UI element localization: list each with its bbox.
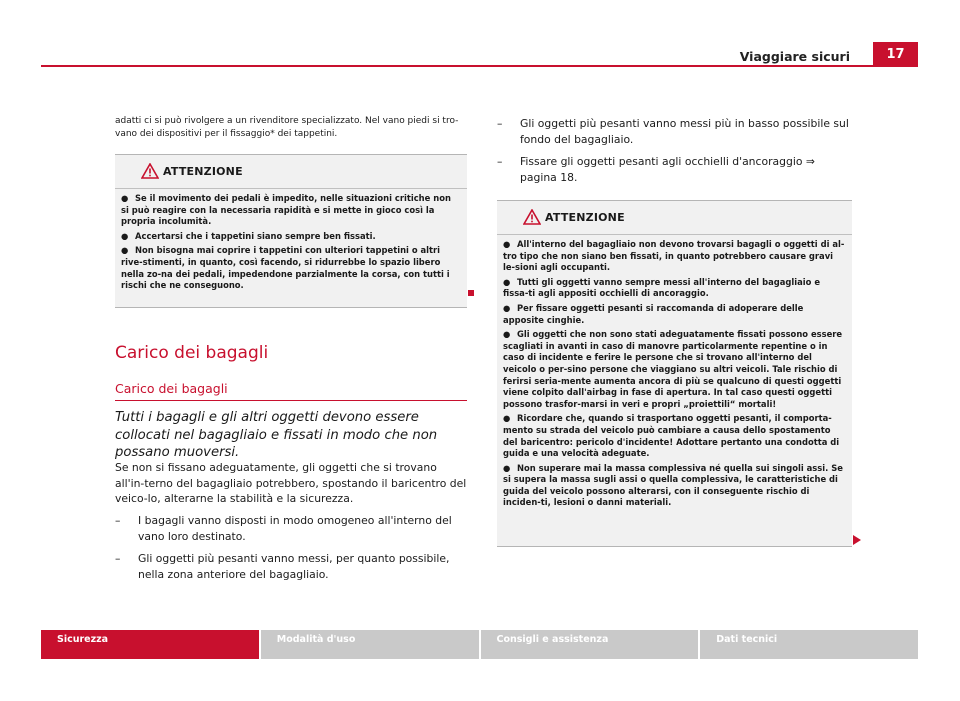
continue-arrow-icon[interactable]	[853, 535, 861, 545]
warning-header	[115, 155, 467, 189]
warning-item: ● Non superare mai la massa complessiva né quella sui singoli assi. Se si supera la massa sugli assi o quella complessiva, le caratteristiche di guida del veicolo possono alterarsi, con il conseguente rischio di inciden-ti, lesioni o danni materiali.	[503, 462, 843, 508]
list-item: – Gli oggetti più pesanti vanno messi più in basso possibile sul fondo del bagagliaio.	[497, 116, 852, 147]
footer-tab-sicurezza[interactable]: Sicurezza	[41, 630, 259, 659]
intro-small-text: adatti ci si può rivolgere a un rivenditore specializzato. Nel vano piedi si tro-vano dei dispositivi per il fissaggio* dei tappetini.	[115, 116, 459, 139]
subsection-rule	[115, 400, 467, 401]
subsection-title: Carico dei bagagli	[115, 381, 228, 396]
warning-title: ATTENZIONE	[545, 211, 625, 224]
warning-item: ● Ricordare che, quando si trasportano oggetti pesanti, il comporta-mento su strada del veicolo può cambiare a causa dello spostamento del baricentro: pericolo d'incidente! Adottare pertanto una condotta di guida e una velocità adeguate.	[503, 413, 840, 459]
intro-paragraph: Tutti i bagagli e gli altri oggetti devono essere collocati nel bagagliaio e fissati in modo che non possano muoversi.	[115, 410, 438, 460]
list-item: – I bagagli vanno disposti in modo omogeneo all'interno del vano loro destinato.	[115, 513, 467, 544]
warning-triangle-icon	[141, 163, 159, 179]
warning-item: ● Tutti gli oggetti vanno sempre messi all'interno del bagagliaio e fissa-ti agli appositi occhielli di ancoraggio.	[503, 276, 820, 299]
list-item: – Gli oggetti più pesanti vanno messi, per quanto possibile, nella zona anteriore del bagagliaio.	[115, 551, 467, 582]
body-paragraph: Se non si fissano adeguatamente, gli oggetti che si trovano all'in-terno del bagagliaio potrebbero, spostando il baricentro del veico-lo, alterarne la stabilità e la sicurezza.	[115, 461, 467, 505]
footer-tab-consigli-assistenza[interactable]: Consigli e assistenza	[481, 630, 699, 659]
dash-list-right	[497, 116, 852, 192]
warning-item: ● Accertarsi che i tappetini siano sempre ben fissati.	[121, 230, 376, 241]
end-of-section-marker	[468, 290, 474, 296]
warning-box-left	[115, 154, 467, 308]
header-rule	[41, 65, 873, 67]
warning-title: ATTENZIONE	[163, 165, 243, 178]
warning-header	[497, 201, 852, 235]
dash-list-left	[115, 513, 467, 589]
warning-item: ● All'interno del bagagliaio non devono trovarsi bagagli o oggetti di al-tro tipo che non siano ben fissati, in quanto potrebbero causare gravi le-sioni agli occupanti.	[503, 239, 845, 273]
footer-tab-modalita-uso[interactable]: Modalità d'uso	[261, 630, 479, 659]
footer-tab-dati-tecnici[interactable]: Dati tecnici	[700, 630, 918, 659]
warning-item: ● Non bisogna mai coprire i tappetini con ulteriori tappetini o altri rive-stimenti, in quanto, così facendo, si ridurrebbe lo spazio libero nella zo-na dei pedali, impedendone parzialmente la corsa, con tutti i rischi che ne conseguono.	[121, 245, 450, 291]
warning-box-right	[497, 200, 852, 547]
warning-item: ● Se il movimento dei pedali è impedito, nelle situazioni critiche non si può reagire con la necessaria rapidità e si mette in gioco così la propria incolumità.	[121, 193, 451, 227]
warning-item: ● Gli oggetti che non sono stati adeguatamente fissati possono essere scagliati in avanti in caso di manovre particolarmente repentine o in caso di incidente e ferire le persone che si trovano all'interno del veicolo o per-sino persone che viaggiano su altri veicoli. Tale rischio di ferirsi seria-mente aumenta ancora di più se qualcuno di questi oggetti viene colpito dall'airbag in fase di apertura. In tal caso questi oggetti possono trasfor-marsi in veri e propri „proiettili“ mortali!	[503, 329, 843, 409]
warning-triangle-icon	[523, 209, 541, 225]
list-item: – Fissare gli oggetti pesanti agli occhielli d'ancoraggio ⇒ pagina 18.	[497, 154, 852, 185]
warning-item: ● Per fissare oggetti pesanti si raccomanda di adoperare delle apposite cinghie.	[503, 302, 804, 325]
section-title: Carico dei bagagli	[115, 343, 269, 363]
page-header-title: Viaggiare sicuri	[739, 49, 850, 64]
footer-nav	[41, 630, 918, 659]
page-number: 17	[873, 42, 918, 67]
